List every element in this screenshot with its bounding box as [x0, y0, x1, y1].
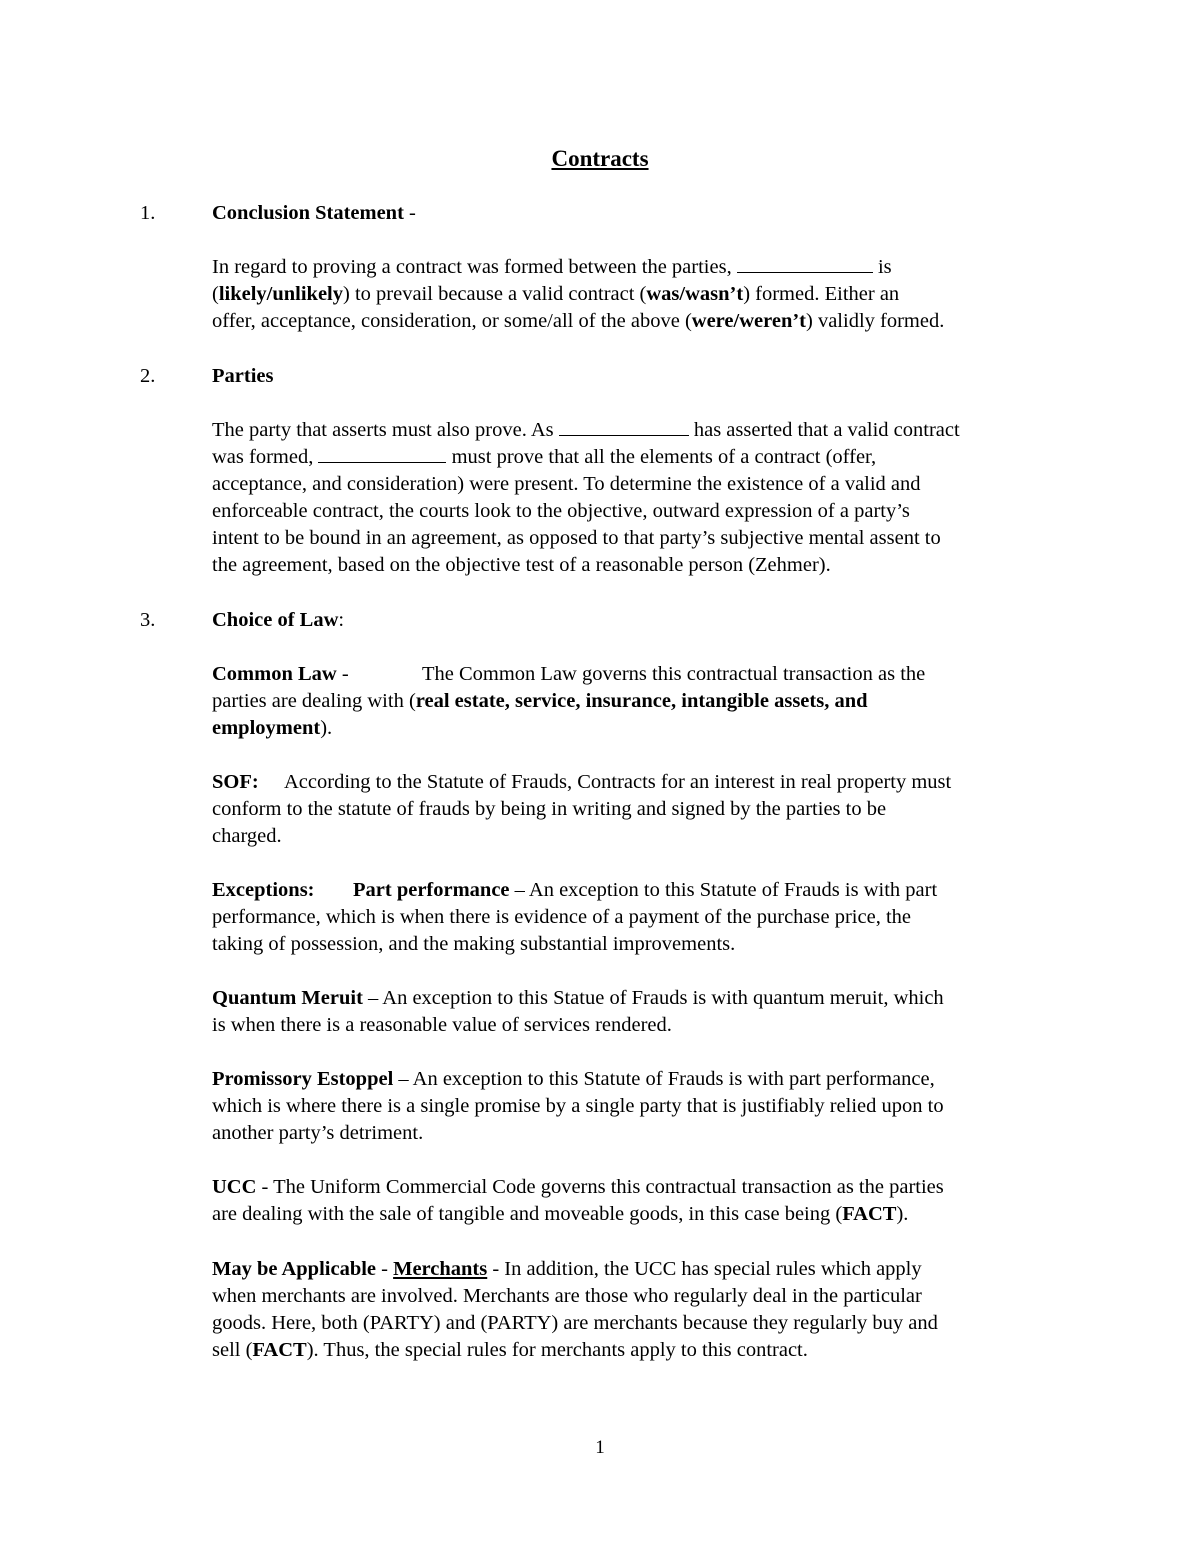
text-line: enforceable contract, the courts look to the objective, outward expression of a party’s [212, 500, 910, 522]
quantum-meruit-paragraph [212, 985, 1062, 1039]
common-law-paragraph [212, 661, 1062, 742]
section-number: 3. [140, 609, 156, 631]
text-run: must prove that all the elements of a contract (offer, [451, 446, 877, 468]
text-run: ( [212, 283, 219, 305]
conclusion-paragraph [212, 254, 1062, 335]
section-number: 2. [140, 365, 156, 387]
text-run: is [877, 256, 892, 278]
text-run: offer, acceptance, consideration, or some/all of the above ( [212, 310, 692, 332]
label-bold: May be Applicable [212, 1258, 377, 1280]
text-line: intent to be bound in an agreement, as opposed to that party’s subjective mental assent to [212, 527, 941, 549]
text-run: According to the Statute of Frauds, Contracts for an interest in real property must [284, 771, 952, 793]
text-line: performance, which is when there is evidence of a payment of the purchase price, the [212, 906, 911, 928]
text-line [212, 715, 1062, 742]
parties-paragraph [212, 417, 1062, 579]
text-line [212, 1174, 1062, 1201]
text-line [212, 254, 1062, 281]
text-run-bold: was/wasn’t [646, 283, 744, 305]
label-bold: Promissory Estoppel [212, 1068, 394, 1090]
text-run-bold: real estate, service, insurance, intangible assets, and [415, 690, 868, 712]
text-line [212, 308, 1062, 335]
label-bold: Common Law [212, 663, 337, 685]
text-run-bold: were/weren’t [691, 310, 806, 332]
section-heading: Parties [212, 365, 274, 387]
text-line [212, 661, 1062, 688]
merchants-paragraph [212, 1256, 1062, 1364]
document-title: Contracts [551, 146, 649, 171]
text-line: conform to the statute of frauds by being in writing and signed by the parties to be [212, 798, 887, 820]
text-run: are dealing with the sale of tangible and moveable goods, in this case being ( [212, 1203, 843, 1225]
text-run: was formed, [212, 446, 319, 468]
text-line: another party’s detriment. [212, 1122, 424, 1144]
text-line [212, 1337, 1062, 1364]
text-run: – An exception to this Statute of Frauds is with part performance, [398, 1068, 935, 1090]
label-bold: Exceptions: [212, 879, 315, 901]
text-run: sell ( [212, 1339, 253, 1361]
text-run: ) to prevail because a valid contract ( [343, 283, 647, 305]
heading-suffix: : [338, 609, 345, 631]
section-number: 1. [140, 202, 156, 224]
text-run: - [336, 663, 349, 685]
label-bold: SOF: [212, 771, 259, 793]
heading-text: Conclusion Statement [212, 202, 404, 224]
text-line: charged. [212, 825, 282, 847]
text-line [212, 1201, 1062, 1228]
text-run-bold: likely/unlikely [218, 283, 343, 305]
text-line: taking of possession, and the making substantial improvements. [212, 933, 736, 955]
text-run: ) formed. Either an [743, 283, 900, 305]
section-heading [212, 200, 416, 227]
text-line [212, 688, 1062, 715]
text-run: The Common Law governs this contractual transaction as the [422, 663, 926, 685]
text-run: In regard to proving a contract was formed between the parties, [212, 256, 737, 278]
sof-paragraph [212, 769, 1062, 850]
label-bold: Part performance [353, 879, 510, 901]
label-bold: Quantum Meruit [212, 987, 363, 1009]
label-bold-underlined: Merchants [393, 1258, 488, 1280]
text-run: - The Uniform Commercial Code governs this contractual transaction as the parties [256, 1176, 944, 1198]
label-bold: UCC [212, 1176, 257, 1198]
text-line [212, 1256, 1062, 1283]
text-line: acceptance, and consideration) were present. To determine the existence of a valid and [212, 473, 921, 495]
text-line: when merchants are involved. Merchants are those who regularly deal in the particular [212, 1285, 922, 1307]
section-heading [212, 607, 344, 634]
text-run: - [376, 1258, 394, 1280]
fill-in-blank [318, 444, 446, 463]
fill-in-blank [737, 254, 873, 273]
text-run: The party that asserts must also prove. As [212, 419, 559, 441]
page-number: 1 [595, 1437, 605, 1458]
text-run: ). [896, 1203, 909, 1225]
text-run: - In addition, the UCC has special rules which apply [487, 1258, 922, 1280]
text-line [212, 444, 1062, 471]
text-line: is when there is a reasonable value of services rendered. [212, 1014, 672, 1036]
text-run-bold: FACT [842, 1203, 897, 1225]
text-run: parties are dealing with ( [212, 690, 416, 712]
heading-suffix: - [403, 202, 416, 224]
text-line: the agreement, based on the objective test of a reasonable person (Zehmer). [212, 554, 831, 576]
text-line [212, 1066, 1062, 1093]
ucc-paragraph [212, 1174, 1062, 1228]
text-line: which is where there is a single promise by a single party that is justifiably relied upon to [212, 1095, 944, 1117]
text-line: goods. Here, both (PARTY) and (PARTY) are merchants because they regularly buy and [212, 1312, 938, 1334]
text-run: ) validly formed. [806, 310, 945, 332]
text-line [212, 877, 1062, 904]
text-line [212, 417, 1062, 444]
heading-text: Choice of Law [212, 609, 339, 631]
text-line [212, 985, 1062, 1012]
text-run: – An exception to this Statue of Frauds is with quantum meruit, which [368, 987, 944, 1009]
text-run-bold: FACT [252, 1339, 307, 1361]
text-line [212, 769, 1062, 796]
text-run: ). [320, 717, 333, 739]
fill-in-blank [559, 417, 689, 436]
text-run: – An exception to this Statute of Frauds is with part [514, 879, 938, 901]
promissory-estoppel-paragraph [212, 1066, 1062, 1147]
text-line [212, 281, 1062, 308]
text-run: has asserted that a valid contract [693, 419, 960, 441]
exceptions-paragraph [212, 877, 1062, 958]
text-run: ). Thus, the special rules for merchants apply to this contract. [306, 1339, 808, 1361]
text-run-bold: employment [212, 717, 321, 739]
